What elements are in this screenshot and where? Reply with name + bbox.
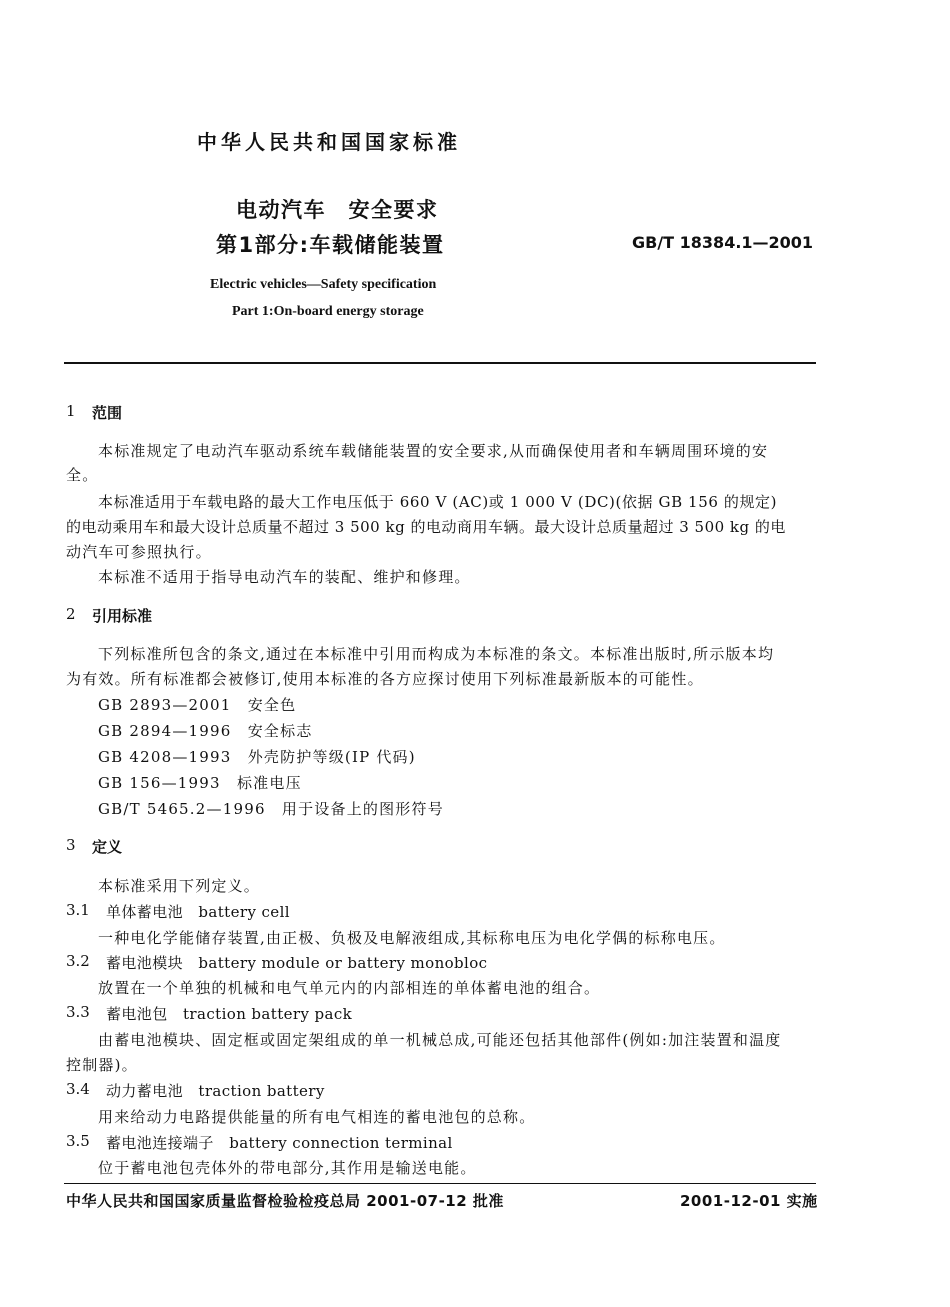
paragraph-line: 本标准采用下列定义。 <box>98 877 261 895</box>
reference-item: GB 156—1993 标准电压 <box>98 774 302 792</box>
reference-item: GB 2894—1996 安全标志 <box>98 722 313 740</box>
approval-line: 中华人民共和国国家质量监督检验检疫总局 2001-07-12 批准 <box>66 1192 504 1210</box>
definition-term: 蓄电池包 traction battery pack <box>106 1005 353 1023</box>
section-title: 范围 <box>92 404 123 422</box>
paragraph-line: 全。 <box>66 466 99 484</box>
definition-term: 单体蓄电池 battery cell <box>106 903 290 921</box>
section-number: 1 <box>66 402 76 420</box>
section-number: 3 <box>66 836 76 854</box>
paragraph-line: 本标准规定了电动汽车驱动系统车载储能装置的安全要求,从而确保使用者和车辆周围环境的安 <box>98 442 769 460</box>
paragraph-line: 动汽车可参照执行。 <box>66 543 212 561</box>
definition-number: 3.4 <box>66 1080 90 1098</box>
standard-code: GB/T 18384.1—2001 <box>632 233 814 252</box>
paragraph-line: 本标准不适用于指导电动汽车的装配、维护和修理。 <box>98 568 471 586</box>
reference-item: GB 2893—2001 安全色 <box>98 696 297 714</box>
issuing-authority-header: 中华人民共和国国家标准 <box>197 130 461 154</box>
english-title-line-1: Electric vehicles—Safety specification <box>210 277 437 292</box>
section-number: 2 <box>66 605 76 623</box>
definition-text: 由蓄电池模块、固定框或固定架组成的单一机械总成,可能还包括其他部件(例如:加注装置和温度 <box>98 1031 782 1049</box>
footer-divider <box>64 1183 816 1184</box>
paragraph-line: 的电动乘用车和最大设计总质量不超过 3 500 kg 的电动商用车辆。最大设计总质量超过 3 500 kg 的电 <box>66 518 786 536</box>
header-divider <box>64 362 816 364</box>
title-line-2: 第1部分:车载储能装置 <box>216 233 445 257</box>
reference-item: GB 4208—1993 外壳防护等级(IP 代码) <box>98 748 416 766</box>
definition-term: 动力蓄电池 traction battery <box>106 1082 325 1100</box>
definition-number: 3.2 <box>66 952 90 970</box>
title-line-1: 电动汽车 安全要求 <box>236 198 439 222</box>
definition-number: 3.5 <box>66 1132 90 1150</box>
definition-number: 3.3 <box>66 1003 90 1021</box>
definition-term: 蓄电池模块 battery module or battery monobloc <box>106 954 488 972</box>
paragraph-line: 为有效。所有标准都会被修订,使用本标准的各方应探讨使用下列标准最新版本的可能性。 <box>66 670 704 688</box>
reference-item: GB/T 5465.2—1996 用于设备上的图形符号 <box>98 800 444 818</box>
definition-text: 用来给动力电路提供能量的所有电气相连的蓄电池包的总称。 <box>98 1108 536 1126</box>
section-title: 引用标准 <box>92 607 153 625</box>
english-title-line-2: Part 1:On-board energy storage <box>232 304 424 319</box>
implementation-date: 2001-12-01 实施 <box>680 1192 818 1210</box>
definition-text: 一种电化学能储存装置,由正极、负极及电解液组成,其标称电压为电化学偶的标称电压。 <box>98 929 726 947</box>
definition-number: 3.1 <box>66 901 90 919</box>
paragraph-line: 本标准适用于车载电路的最大工作电压低于 660 V (AC)或 1 000 V (DC)(依据 GB 156 的规定) <box>98 493 778 511</box>
definition-text: 位于蓄电池包壳体外的带电部分,其作用是输送电能。 <box>98 1159 477 1177</box>
section-title: 定义 <box>92 838 123 856</box>
definition-text: 放置在一个单独的机械和电气单元内的内部相连的单体蓄电池的组合。 <box>98 979 601 997</box>
definition-text: 控制器)。 <box>66 1056 138 1074</box>
definition-term: 蓄电池连接端子 battery connection terminal <box>106 1134 453 1152</box>
paragraph-line: 下列标准所包含的条文,通过在本标准中引用而构成为本标准的条文。本标准出版时,所示版本均 <box>98 645 775 663</box>
